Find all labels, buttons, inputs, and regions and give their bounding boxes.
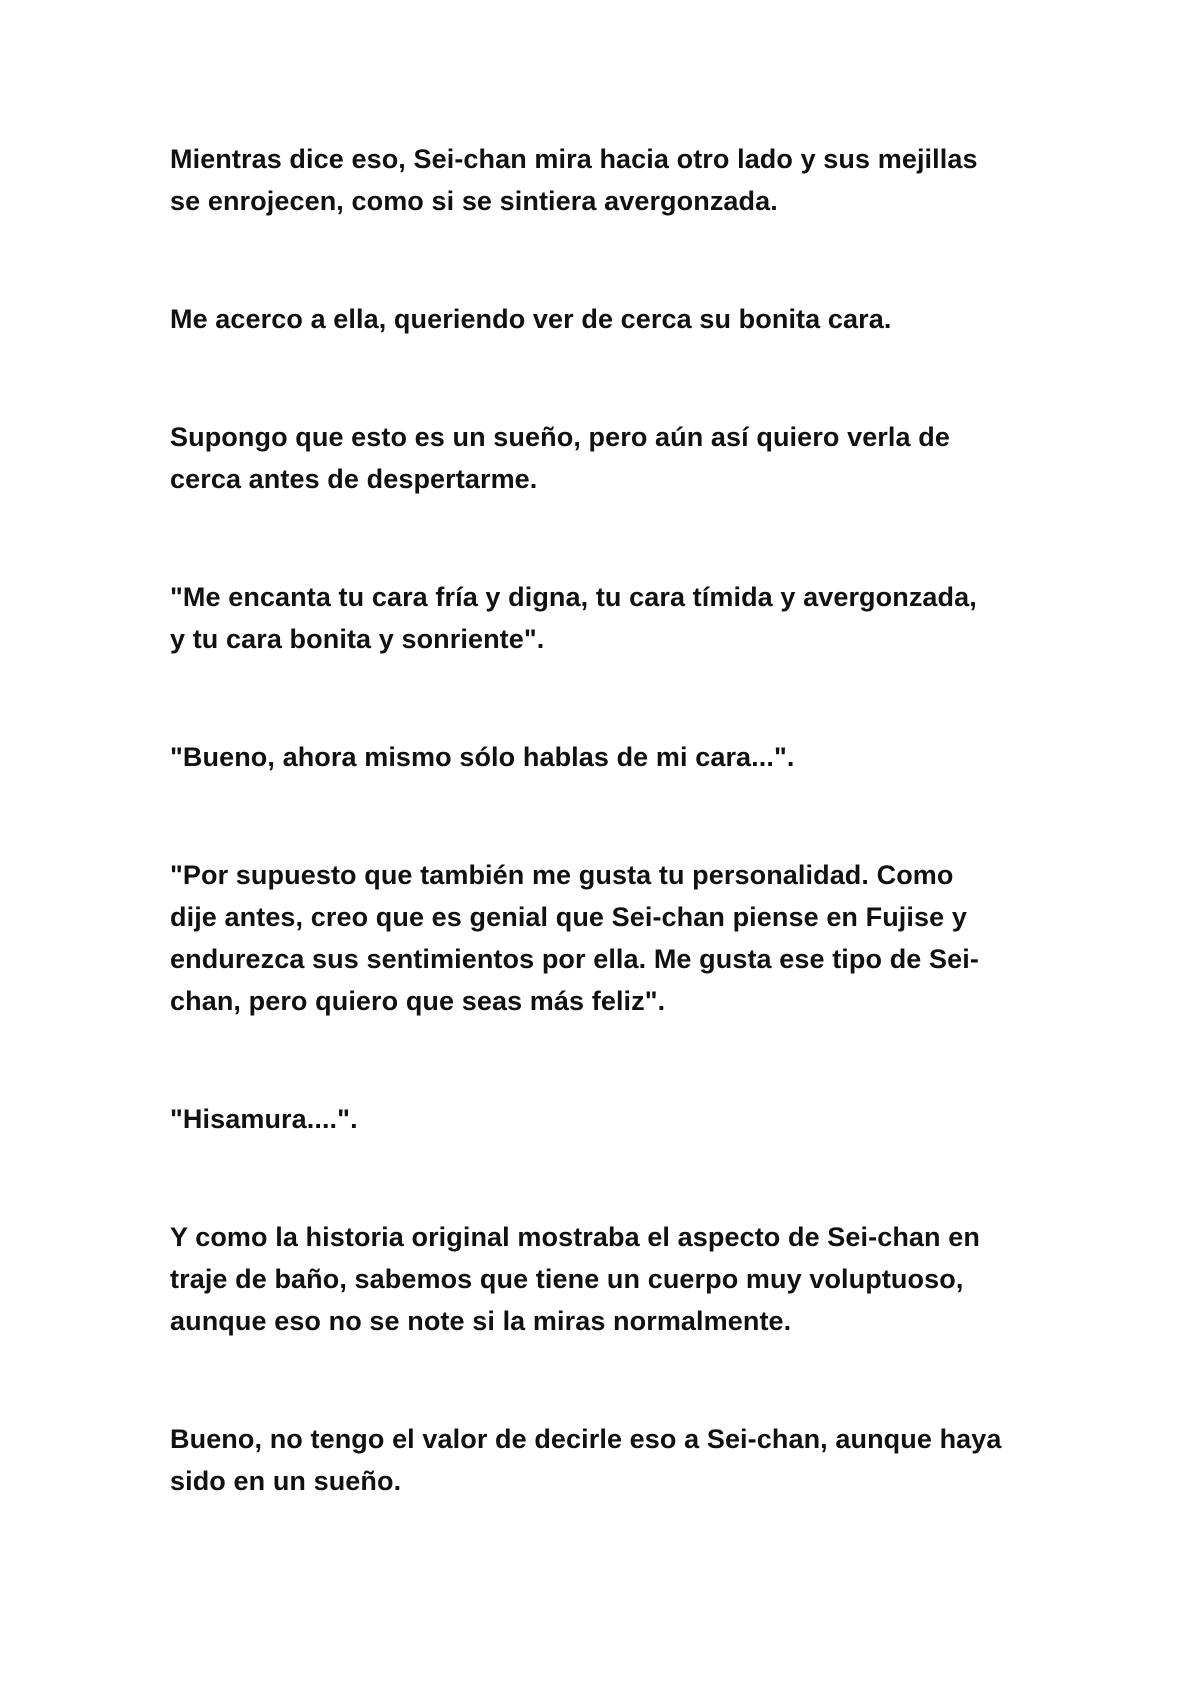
paragraph: Bueno, no tengo el valor de decirle eso a Sei-chan, aunque haya sido en un sueño. <box>170 1424 1002 1496</box>
paragraph: Mientras dice eso, Sei-chan mira hacia otro lado y sus mejillas se enrojecen, como si se sintiera avergonzada. <box>170 144 978 216</box>
paragraph: "Por supuesto que también me gusta tu personalidad. Como dije antes, creo que es genial que Sei-chan piense en Fujise y endurezca sus sentimientos por ella. Me gusta ese tipo de Sei- chan, pero quiero que seas más feliz". <box>170 860 979 1016</box>
paragraph: Y como la historia original mostraba el aspecto de Sei-chan en traje de baño, sabemos que tiene un cuerpo muy voluptuoso, aunque eso no se note si la miras normalmente. <box>170 1222 980 1336</box>
paragraph: "Hisamura....". <box>170 1104 358 1134</box>
paragraph: "Bueno, ahora mismo sólo hablas de mi cara...". <box>170 742 795 772</box>
paragraph: Me acerco a ella, queriendo ver de cerca su bonita cara. <box>170 304 892 334</box>
paragraph: Supongo que esto es un sueño, pero aún así quiero verla de cerca antes de despertarme. <box>170 422 950 494</box>
text-body <box>170 138 1040 1578</box>
paragraph: "Me encanta tu cara fría y digna, tu cara tímida y avergonzada, y tu cara bonita y sonriente". <box>170 582 977 654</box>
